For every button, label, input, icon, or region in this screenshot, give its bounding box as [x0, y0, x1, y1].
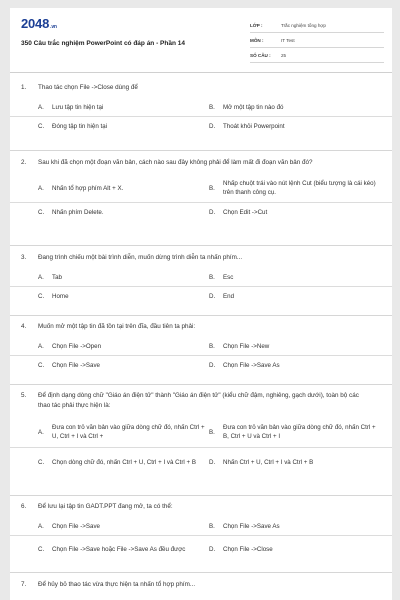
meta-row-class: [250, 18, 384, 33]
meta-row-subject: [250, 33, 384, 48]
question-1: [10, 83, 392, 136]
option-letter: D.: [209, 123, 216, 130]
logo-main: 2048: [21, 16, 50, 31]
option-d[interactable]: [209, 117, 380, 136]
option-text: Đưa con trỏ văn bản vào giữa dòng chữ đó, nhấn Ctrl + U, Ctrl + I và Ctrl +: [52, 424, 205, 440]
option-letter: A.: [38, 184, 44, 192]
option-text: Tab: [52, 274, 62, 281]
options-grid: [10, 174, 392, 222]
option-b[interactable]: [209, 269, 380, 286]
option-letter: D.: [209, 362, 216, 369]
option-c[interactable]: [38, 203, 209, 222]
option-letter: A.: [38, 343, 44, 350]
option-letter: D.: [209, 546, 216, 553]
question-text: Để định dạng dòng chữ "Giáo án điện tử" thành "Giáo án điện tử" (kiểu chữ đậm, nghiêng, gạch dưới), toàn bộ các thao tác phải thực hiện là:: [38, 392, 359, 409]
question-6: [10, 502, 392, 563]
option-letter: A.: [38, 523, 44, 530]
option-text: Chọn File ->Save: [52, 523, 100, 530]
option-text: Lưu tập tin hiện tại: [52, 104, 104, 111]
option-c[interactable]: [38, 536, 209, 563]
option-text: Chọn File ->Open: [52, 343, 102, 350]
options-grid: [10, 338, 392, 375]
option-text: Nhấp chuột trái vào nút lệnh Cut (biểu tượng là cái kéo) trên thanh công cụ.: [223, 180, 376, 196]
question-text: Đang trình chiếu một bài trình diễn, muốn dừng trình diễn ta nhấn phím...: [38, 254, 243, 261]
option-text: Chọn File ->New: [223, 343, 270, 350]
option-text: Đóng tập tin hiện tại: [52, 123, 108, 130]
question-7: [10, 580, 392, 590]
option-text: Nhấn tổ hợp phím Alt + X.: [52, 184, 124, 192]
option-text: Chọn dòng chữ đó, nhấn Ctrl + U, Ctrl + I và Ctrl + B: [52, 459, 196, 466]
document-title: 350 Câu trắc nghiệm PowerPoint có đáp án - Phần 14: [21, 40, 185, 47]
option-text: Chọn File ->Save hoặc File ->Save As đều được: [52, 546, 186, 553]
question-divider: [10, 572, 392, 573]
option-text: Nhấn phím Delete.: [52, 209, 104, 216]
question-2: [10, 158, 392, 222]
options-grid: [10, 99, 392, 136]
option-b[interactable]: [209, 417, 380, 447]
option-c[interactable]: [38, 356, 209, 375]
option-d[interactable]: [209, 448, 380, 477]
option-letter: C.: [38, 293, 45, 300]
question-divider: [10, 384, 392, 385]
meta-label: MÔN :: [250, 37, 264, 43]
question-number: 2.: [21, 159, 27, 166]
meta-table: [250, 18, 384, 63]
option-text: Chọn File ->Save As: [223, 523, 280, 530]
question-number: 5.: [21, 392, 27, 399]
question-number: 1.: [21, 84, 27, 91]
option-letter: C.: [38, 362, 45, 369]
options-grid: [10, 269, 392, 306]
document-page: [10, 8, 392, 600]
option-letter: B.: [209, 523, 215, 530]
document-header: [10, 8, 392, 72]
meta-value: IT Test: [281, 37, 295, 43]
option-c[interactable]: [38, 117, 209, 136]
option-letter: C.: [38, 123, 45, 130]
option-b[interactable]: [209, 338, 380, 355]
meta-row-count: [250, 48, 384, 63]
meta-value: 25: [281, 52, 287, 58]
option-d[interactable]: [209, 536, 380, 563]
option-letter: B.: [209, 104, 215, 111]
option-a[interactable]: [38, 269, 209, 286]
option-letter: A.: [38, 274, 44, 281]
option-letter: D.: [209, 459, 216, 466]
option-text: Thoát khỏi Powerpoint: [223, 123, 285, 130]
question-divider: [10, 495, 392, 496]
option-a[interactable]: [38, 99, 209, 116]
option-text: Chọn File ->Save As: [223, 362, 280, 369]
meta-label: LỚP :: [250, 22, 263, 28]
option-d[interactable]: [209, 356, 380, 375]
question-4: [10, 322, 392, 375]
option-letter: D.: [209, 293, 216, 300]
option-letter: B.: [209, 184, 215, 192]
option-a[interactable]: [38, 338, 209, 355]
option-text: Chọn File ->Save: [52, 362, 100, 369]
question-3: [10, 253, 392, 306]
option-text: Mở một tập tin nào đó: [223, 104, 284, 111]
option-letter: C.: [38, 546, 45, 553]
question-divider: [10, 245, 392, 246]
question-number: 6.: [21, 503, 27, 510]
option-letter: D.: [209, 209, 216, 216]
question-number: 7.: [21, 581, 27, 588]
option-letter: C.: [38, 459, 45, 466]
meta-value: Trắc nghiệm tổng hợp: [281, 22, 326, 28]
question-text: Muốn mở một tập tin đã tồn tại trên đĩa, đầu tiên ta phải:: [38, 323, 196, 330]
option-text: Home: [52, 293, 69, 300]
question-text: Để hủy bỏ thao tác vừa thực hiện ta nhấn tổ hợp phím...: [38, 581, 196, 588]
option-text: Chọn File ->Close: [223, 546, 273, 553]
options-grid: [10, 518, 392, 563]
option-d[interactable]: [209, 287, 380, 306]
option-a[interactable]: [38, 417, 209, 447]
options-grid: [10, 417, 392, 477]
question-number: 4.: [21, 323, 27, 330]
option-letter: A.: [38, 104, 44, 111]
option-letter: C.: [38, 209, 45, 216]
meta-label: SỐ CÂU :: [250, 52, 271, 58]
logo-sub: .vn: [50, 24, 57, 30]
option-letter: B.: [209, 343, 215, 350]
option-b[interactable]: [209, 518, 380, 535]
option-text: Esc: [223, 274, 234, 281]
option-a[interactable]: [38, 174, 209, 202]
option-b[interactable]: [209, 174, 380, 202]
option-letter: B.: [209, 428, 215, 436]
question-divider: [10, 150, 392, 151]
option-text: Nhấn Ctrl + U, Ctrl + I và Ctrl + B: [223, 459, 314, 466]
option-b[interactable]: [209, 99, 380, 116]
option-c[interactable]: [38, 448, 209, 477]
option-text: End: [223, 293, 235, 300]
site-logo[interactable]: [21, 16, 57, 31]
option-a[interactable]: [38, 518, 209, 535]
question-5: [10, 391, 392, 477]
question-text: Để lưu lại tập tin GADT.PPT đang mở, ta có thể:: [38, 503, 173, 510]
question-text: Sau khi đã chọn một đoạn văn bản, cách nào sau đây không phải để làm mất đi đoạn văn bản đó?: [38, 159, 313, 166]
option-letter: B.: [209, 274, 215, 281]
option-d[interactable]: [209, 203, 380, 222]
option-letter: A.: [38, 428, 44, 436]
option-c[interactable]: [38, 287, 209, 306]
question-number: 3.: [21, 254, 27, 261]
option-text: Đưa con trỏ văn bản vào giữa dòng chữ đó, nhấn Ctrl + B, Ctrl + U và Ctrl + I: [223, 424, 376, 440]
option-text: Chọn Edit ->Cut: [223, 209, 268, 216]
header-divider: [10, 72, 392, 73]
question-text: Thao tác chọn File ->Close dùng để: [38, 84, 138, 91]
question-divider: [10, 315, 392, 316]
